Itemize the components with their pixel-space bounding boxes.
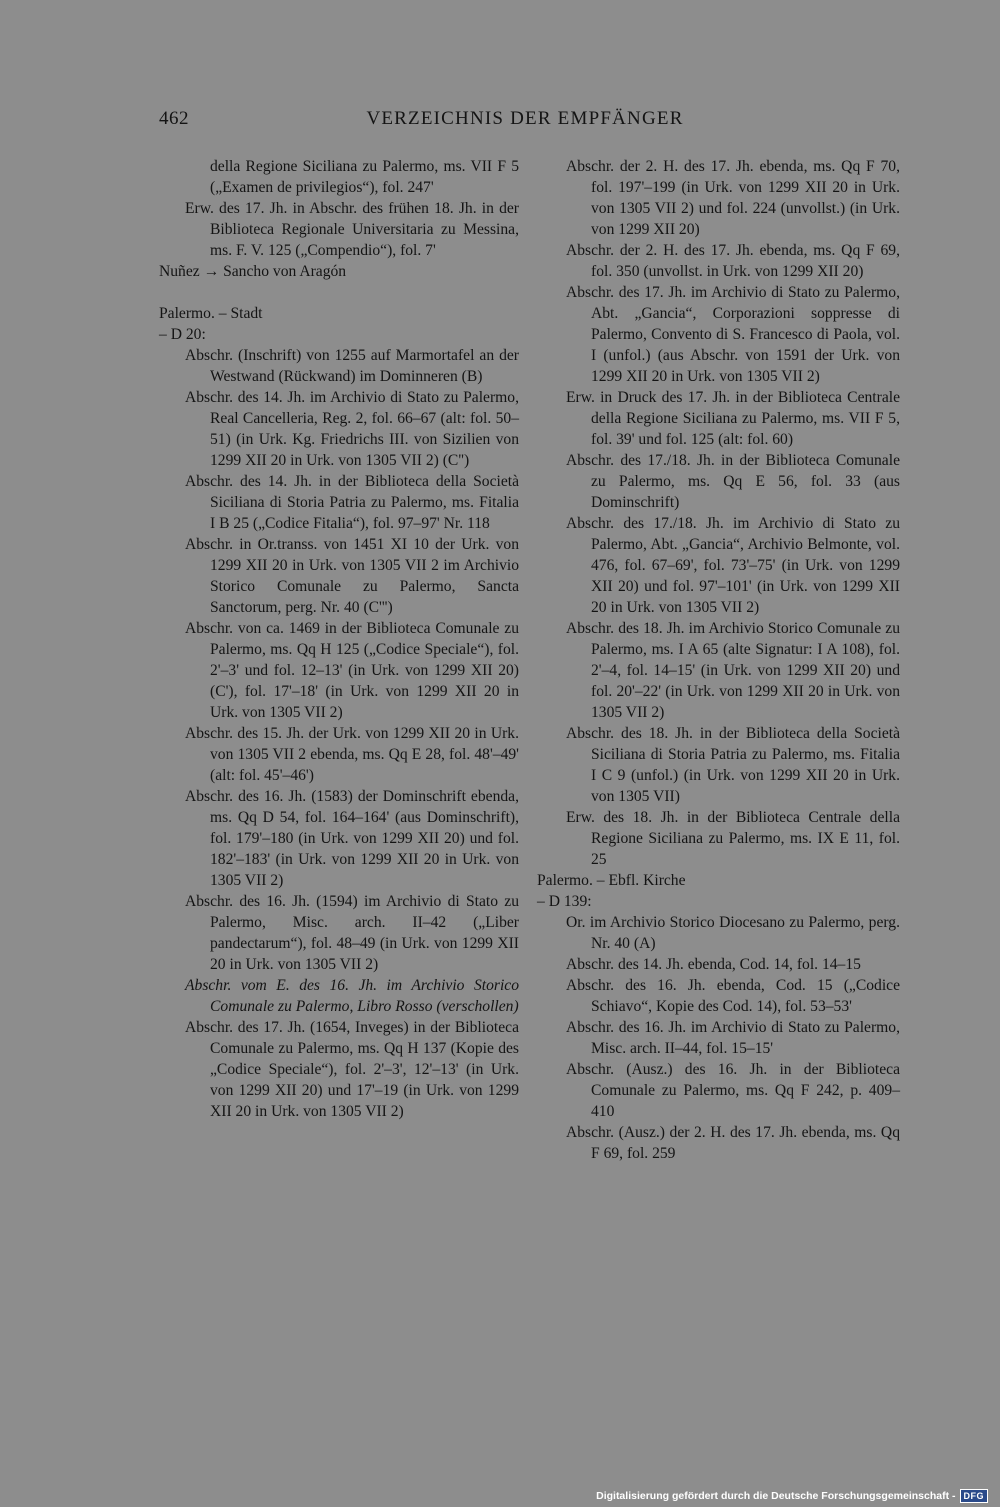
left-column-entry: Abschr. vom E. des 16. Jh. im Archivio Storico Comunale zu Palermo, Libro Rosso (verschollen) (185, 977, 519, 1015)
right-column-entry: Abschr. des 16. Jh. im Archivio di Stato zu Palermo, Misc. arch. II–44, fol. 15–15' (566, 1019, 900, 1057)
left-column-entry: Abschr. des 15. Jh. der Urk. von 1299 XII 20 in Urk. von 1305 VII 2 ebenda, ms. Qq E 28, fol. 48'–49' (alt: fol. 45'–46') (185, 725, 519, 784)
left-column-entry: Abschr. des 14. Jh. in der Biblioteca della Società Siciliana di Storia Patria zu Palermo, ms. Fitalia I B 25 („Codice Fitalia“), fol. 97–97' Nr. 118 (185, 473, 519, 532)
right-column-entry: Abschr. (Ausz.) des 16. Jh. in der Biblioteca Comunale zu Palermo, ms. Qq F 242, p. 409–410 (566, 1061, 900, 1120)
right-column-entry: Or. im Archivio Storico Diocesano zu Palermo, perg. Nr. 40 (A) (566, 914, 900, 952)
footer-text: Digitalisierung gefördert durch die Deutsche Forschungsgemeinschaft - (596, 1490, 956, 1502)
left-column-entry: Abschr. in Or.transs. von 1451 XI 10 der Urk. von 1299 XII 20 in Urk. von 1305 VII 2 im Archivio Storico Comunale zu Palermo, Sancta Sanctorum, perg. Nr. 40 (C''') (185, 536, 519, 616)
right-column-entry: Abschr. des 17./18. Jh. im Archivio di Stato zu Palermo, Abt. „Gancia“, Archivio Belmonte, vol. 476, fol. 67–69', fol. 73'–75' (in Urk. von 1299 XII 20) und fol. 97'–101' (in Urk. von 1299 XII 20 in Urk. von 1305 VII 2) (566, 515, 900, 616)
left-column-entry: Erw. des 17. Jh. in Abschr. des frühen 18. Jh. in der Biblioteca Regionale Universitaria zu Messina, ms. F. V. 125 („Compendio“), fol. 7' (185, 200, 519, 259)
left-column-entry: Abschr. des 16. Jh. (1594) im Archivio di Stato zu Palermo, Misc. arch. II–42 („Liber pandectarum“), fol. 48–49 (in Urk. von 1299 XII 20 in Urk. von 1305 VII 2) (185, 893, 519, 973)
right-column-entry: Palermo. – Ebfl. Kirche (537, 872, 686, 889)
left-column-entry: Abschr. des 17. Jh. (1654, Inveges) in der Biblioteca Comunale zu Palermo, ms. Qq H 137 (Kopie des „Codice Speciale“), fol. 2'–3', 12'–13' (in Urk. von 1299 XII 20) und 17'–19 (in Urk. von 1299 XII 20 in Urk. von 1305 VII 2) (185, 1019, 519, 1120)
right-column-entry: Erw. des 18. Jh. in der Biblioteca Centrale della Regione Siciliana zu Palermo, ms. IX E 11, fol. 25 (566, 809, 900, 868)
left-column-entry: Abschr. des 16. Jh. (1583) der Dominschrift ebenda, ms. Qq D 54, fol. 164–164' (aus Dominschrift), fol. 179'–180 (in Urk. von 1299 XII 20) und fol. 182'–183' (in Urk. von 1299 XII 20 in Urk. von 1305 VII 2) (185, 788, 519, 889)
left-column (159, 156, 519, 1122)
right-column (537, 156, 900, 1164)
footer (596, 1489, 988, 1503)
dfg-logo: DFG (960, 1489, 989, 1503)
right-column-entry: Abschr. (Ausz.) der 2. H. des 17. Jh. ebenda, ms. Qq F 69, fol. 259 (566, 1124, 900, 1162)
right-column-entry: Abschr. des 16. Jh. ebenda, Cod. 15 („Codice Schiavo“, Kopie des Cod. 14), fol. 53–53' (566, 977, 900, 1015)
right-column-entry: Abschr. des 18. Jh. im Archivio Storico Comunale zu Palermo, ms. I A 65 (alte Signatur: I A 108), fol. 2'–4, fol. 14–15' (in Urk. von 1299 XII 20) und fol. 20'–22' (in Urk. von 1299 XII 20 in Urk. von 1305 VII 2) (566, 620, 900, 721)
right-column-entry: Abschr. der 2. H. des 17. Jh. ebenda, ms. Qq F 69, fol. 350 (unvollst. in Urk. von 1299 XII 20) (566, 242, 900, 280)
right-column-entry: Abschr. der 2. H. des 17. Jh. ebenda, ms. Qq F 70, fol. 197'–199 (in Urk. von 1299 XII 20 in Urk. von 1305 VII 2) und fol. 224 (unvollst.) (in Urk. von 1299 XII 20) (566, 158, 900, 238)
left-column-entry: Abschr. von ca. 1469 in der Biblioteca Comunale zu Palermo, ms. Qq H 125 („Codice Speciale“), fol. 2'–3' und fol. 12–13' (in Urk. von 1299 XII 20) (C'), fol. 17'–18' (in Urk. von 1299 XII 20 in Urk. von 1305 VII 2) (185, 620, 519, 721)
left-column-entry: – D 20: (159, 326, 206, 343)
right-column-entry: Abschr. des 14. Jh. ebenda, Cod. 14, fol. 14–15 (566, 956, 861, 973)
left-column-entry: Abschr. (Inschrift) von 1255 auf Marmortafel an der Westwand (Rückwand) im Dominneren (B) (185, 347, 519, 385)
left-column-entry: Nuñez → Sancho von Aragón (159, 263, 347, 280)
right-column-entry: Abschr. des 18. Jh. in der Biblioteca della Società Siciliana di Storia Patria zu Palermo, ms. Fitalia I C 9 (unfol.) (in Urk. von 1299 XII 20 in Urk. von 1305 VII) (566, 725, 900, 805)
right-column-entry: Erw. in Druck des 17. Jh. in der Biblioteca Centrale della Regione Siciliana zu Palermo, ms. VII F 5, fol. 39' und fol. 125 (alt: fol. 60) (566, 389, 900, 448)
left-column-entry: Palermo. – Stadt (159, 305, 263, 322)
page-number: 462 (159, 108, 189, 129)
right-column-entry: Abschr. des 17. Jh. im Archivio di Stato zu Palermo, Abt. „Gancia“, Corporazioni soppresse di Palermo, Convento di S. Francesco di Paola, vol. I (unfol.) (aus Abschr. von 1591 der Urk. von 1299 XII 20 in Urk. von 1305 VII 2) (566, 284, 900, 385)
left-column-entry: Abschr. des 14. Jh. im Archivio di Stato zu Palermo, Real Cancelleria, Reg. 2, fol. 66–67 (alt: fol. 50–51) (in Urk. Kg. Friedrichs III. von Sizilien von 1299 XII 20 in Urk. von 1305 VII 2) (C'') (185, 389, 519, 469)
right-column-entry: – D 139: (537, 893, 592, 910)
right-column-entry: Abschr. des 17./18. Jh. in der Biblioteca Comunale zu Palermo, ms. Qq E 56, fol. 33 (aus Dominschrift) (566, 452, 900, 511)
running-title: VERZEICHNIS DER EMPFÄNGER (366, 108, 684, 129)
page-header (0, 108, 1000, 138)
left-column-entry: della Regione Siciliana zu Palermo, ms. VII F 5 („Examen de privilegios“), fol. 247' (210, 158, 519, 196)
